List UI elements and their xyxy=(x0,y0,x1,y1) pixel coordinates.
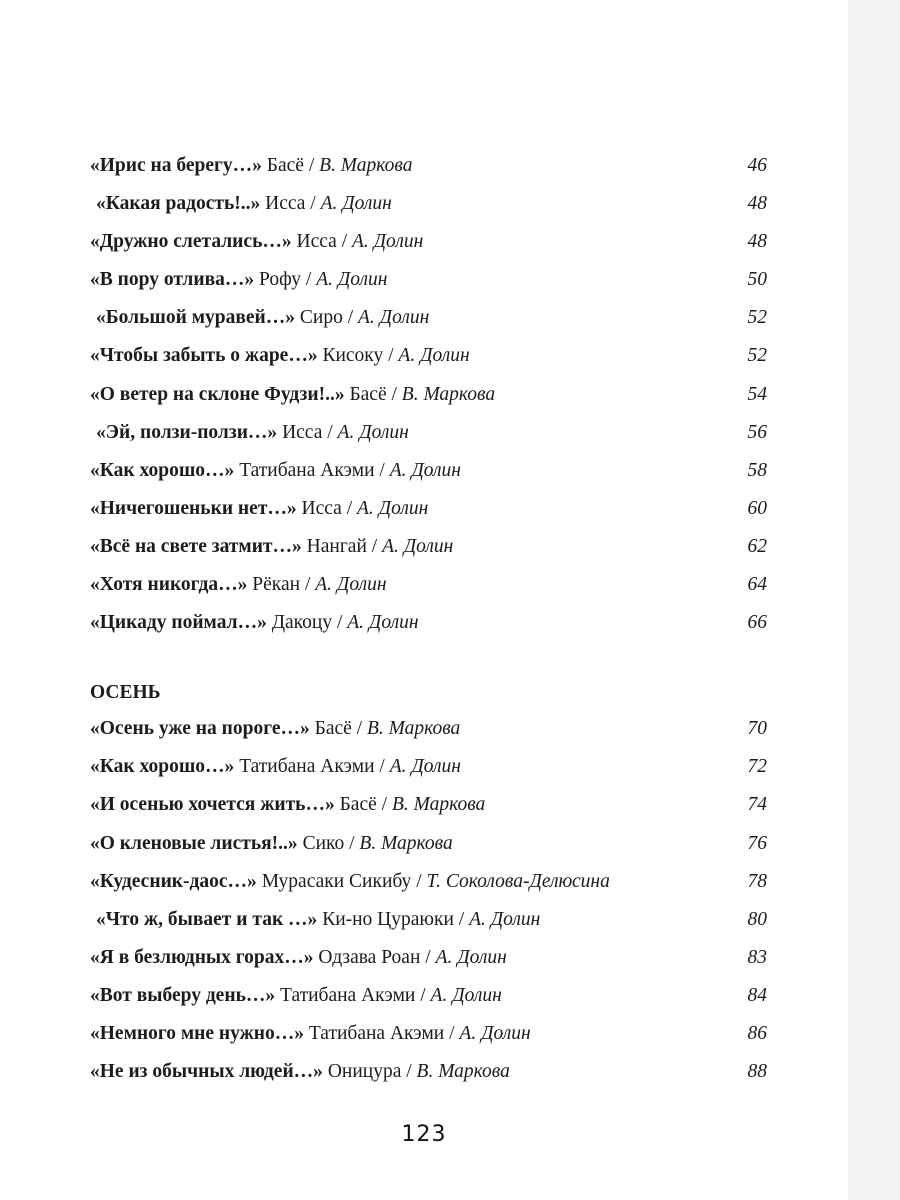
toc-entry xyxy=(90,342,767,380)
poem-author: Татибана Акэми xyxy=(239,459,375,481)
page-number: 83 xyxy=(747,946,767,968)
poem-title: «Чтобы забыть о жаре…» xyxy=(90,345,318,367)
poem-translator: В. Маркова xyxy=(319,155,413,176)
poem-translator: А. Долин xyxy=(347,612,419,634)
poem-author: Исса xyxy=(282,421,323,443)
poem-translator: А. Долин xyxy=(459,1022,531,1044)
separator: / xyxy=(425,946,431,968)
separator: / xyxy=(381,794,388,816)
page-number: 48 xyxy=(747,193,767,215)
poem-translator: А. Долин xyxy=(398,345,470,367)
poem-title: «О ветер на склоне Фудзи!..» xyxy=(90,383,345,405)
poem-title: «Дружно слетались…» xyxy=(90,231,292,253)
page-number: 84 xyxy=(747,984,767,1006)
poem-author: Исса xyxy=(265,193,306,215)
separator: / xyxy=(336,612,343,634)
separator: / xyxy=(356,718,363,740)
page-number: 46 xyxy=(747,155,767,176)
poem-translator: А. Долин xyxy=(389,756,461,778)
table-of-contents xyxy=(90,152,767,1096)
separator: / xyxy=(371,535,378,557)
toc-entry xyxy=(90,982,767,1020)
poem-translator: А. Долин xyxy=(382,535,454,557)
toc-entry xyxy=(90,152,767,190)
separator: / xyxy=(420,984,426,1006)
page-number: 80 xyxy=(747,908,767,930)
toc-entry xyxy=(90,868,767,906)
poem-title: «Немного мне нужно…» xyxy=(90,1022,304,1044)
poem-author: Исса xyxy=(296,231,337,253)
toc-entry xyxy=(90,495,767,533)
poem-translator: А. Долин xyxy=(337,421,409,443)
page-edge xyxy=(848,0,900,1200)
poem-author: Басё xyxy=(266,155,304,176)
page-number: 52 xyxy=(747,345,767,367)
poem-translator: А. Долин xyxy=(320,193,392,215)
section-heading-autumn: ОСЕНЬ xyxy=(90,682,161,704)
poem-title: «Большой муравей…» xyxy=(96,307,296,329)
separator: / xyxy=(349,832,355,854)
poem-author: Басё xyxy=(314,718,352,740)
poem-author: Исса xyxy=(301,497,342,519)
page-number: 48 xyxy=(747,231,767,253)
page-number: 88 xyxy=(747,1061,767,1083)
page-number: 74 xyxy=(747,794,767,816)
poem-translator: А. Долин xyxy=(430,984,502,1006)
poem-title: «В пору отлива…» xyxy=(90,269,255,291)
toc-entry xyxy=(90,304,767,342)
toc-entry xyxy=(90,419,767,457)
separator: / xyxy=(346,497,353,519)
poem-translator: В. Маркова xyxy=(366,718,461,740)
poem-translator: Т. Соколова-Делюсина xyxy=(426,870,610,892)
page-number: 78 xyxy=(747,870,767,892)
poem-author: Сиро xyxy=(299,307,343,329)
poem-translator: А. Долин xyxy=(358,307,430,329)
poem-title: «Какая радость!..» xyxy=(96,193,261,215)
poem-translator: В. Маркова xyxy=(416,1061,510,1083)
separator: / xyxy=(327,421,333,443)
poem-translator: В. Маркова xyxy=(401,383,496,405)
poem-title: «Всё на свете затмит…» xyxy=(90,535,302,557)
folio-page-number: 123 xyxy=(401,1122,447,1147)
poem-author: Сико xyxy=(302,832,345,854)
separator: / xyxy=(341,231,348,253)
separator: / xyxy=(449,1022,455,1044)
page-number: 86 xyxy=(747,1022,767,1044)
toc-entry xyxy=(90,571,767,609)
separator: / xyxy=(379,459,385,481)
separator: / xyxy=(458,908,465,930)
poem-translator: А. Долин xyxy=(351,231,424,253)
separator: / xyxy=(391,383,397,405)
toc-entry xyxy=(90,228,767,266)
separator: / xyxy=(347,307,354,329)
page-number: 62 xyxy=(747,535,767,557)
poem-title: «Осень уже на пороге…» xyxy=(90,718,310,740)
poem-author: Одзава Роан xyxy=(318,946,421,968)
poem-translator: А. Долин xyxy=(315,574,387,596)
poem-title: «Ничегошеньки нет…» xyxy=(90,497,297,519)
page-number: 70 xyxy=(747,718,767,740)
poem-author: Татибана Акэми xyxy=(308,1022,445,1044)
page-number: 50 xyxy=(747,269,767,291)
poem-title: «Как хорошо…» xyxy=(90,756,235,778)
poem-author: Татибана Акэми xyxy=(239,756,375,778)
poem-author: Ки-но Цураюки xyxy=(322,908,454,930)
page-number: 56 xyxy=(747,421,767,443)
poem-author: Басё xyxy=(349,383,387,405)
toc-entry xyxy=(90,266,767,304)
poem-title: «Кудесник-даос…» xyxy=(90,870,257,892)
toc-entry xyxy=(90,533,767,571)
poem-translator: А. Долин xyxy=(357,497,429,519)
section-gap xyxy=(90,647,767,679)
page-number: 66 xyxy=(747,612,767,634)
poem-author: Рофу xyxy=(259,269,302,291)
page-number: 54 xyxy=(747,383,767,405)
poem-author: Кисоку xyxy=(322,345,384,367)
poem-translator: А. Долин xyxy=(435,946,507,968)
separator: / xyxy=(304,574,311,596)
poem-author: Дакоцу xyxy=(271,612,333,634)
poem-translator: В. Маркова xyxy=(359,832,453,854)
toc-entry xyxy=(90,715,767,753)
poem-translator: А. Долин xyxy=(389,459,461,481)
poem-title: «Ирис на берегу…» xyxy=(90,155,262,176)
separator: / xyxy=(310,193,316,215)
separator: / xyxy=(406,1061,412,1083)
toc-entry xyxy=(90,609,767,647)
poem-title: «Эй, ползи-ползи…» xyxy=(96,421,278,443)
poem-author: Татибана Акэми xyxy=(280,984,416,1006)
page-number: 64 xyxy=(747,574,767,596)
page-number: 58 xyxy=(747,459,767,481)
page-number: 76 xyxy=(747,832,767,854)
poem-title: «Хотя никогда…» xyxy=(90,574,248,596)
poem-author: Рёкан xyxy=(252,574,301,596)
separator: / xyxy=(388,345,394,367)
toc-entry xyxy=(90,1058,767,1096)
page-number: 60 xyxy=(747,497,767,519)
toc-entry xyxy=(90,457,767,495)
poem-author: Мурасаки Сикибу xyxy=(261,870,412,892)
separator: / xyxy=(308,155,315,176)
poem-title: «Как хорошо…» xyxy=(90,459,235,481)
poem-title: «Вот выберу день…» xyxy=(90,984,276,1006)
poem-translator: А. Долин xyxy=(316,269,388,291)
toc-entry xyxy=(90,381,767,419)
poem-title: «Я в безлюдных горах…» xyxy=(90,946,314,968)
separator: / xyxy=(305,269,312,291)
poem-author: Оницура xyxy=(327,1061,402,1083)
separator: / xyxy=(416,870,422,892)
toc-entry xyxy=(90,830,767,868)
page-number: 72 xyxy=(747,756,767,778)
page-number: 52 xyxy=(747,307,767,329)
poem-title: «О кленовые листья!..» xyxy=(90,832,298,854)
poem-title: «И осенью хочется жить…» xyxy=(90,794,335,816)
poem-author: Нангай xyxy=(306,535,367,557)
separator: / xyxy=(379,756,385,778)
poem-translator: А. Долин xyxy=(469,908,541,930)
toc-entry xyxy=(90,190,767,228)
toc-entry xyxy=(90,906,767,944)
poem-title: «Не из обычных людей…» xyxy=(90,1061,323,1083)
toc-entry xyxy=(90,791,767,829)
poem-title: «Что ж, бывает и так …» xyxy=(96,908,318,930)
poem-title: «Цикаду поймал…» xyxy=(90,612,267,634)
toc-entry xyxy=(90,944,767,982)
toc-entry xyxy=(90,753,767,791)
poem-translator: В. Маркова xyxy=(391,794,486,816)
toc-entry xyxy=(90,1020,767,1058)
poem-author: Басё xyxy=(339,794,377,816)
